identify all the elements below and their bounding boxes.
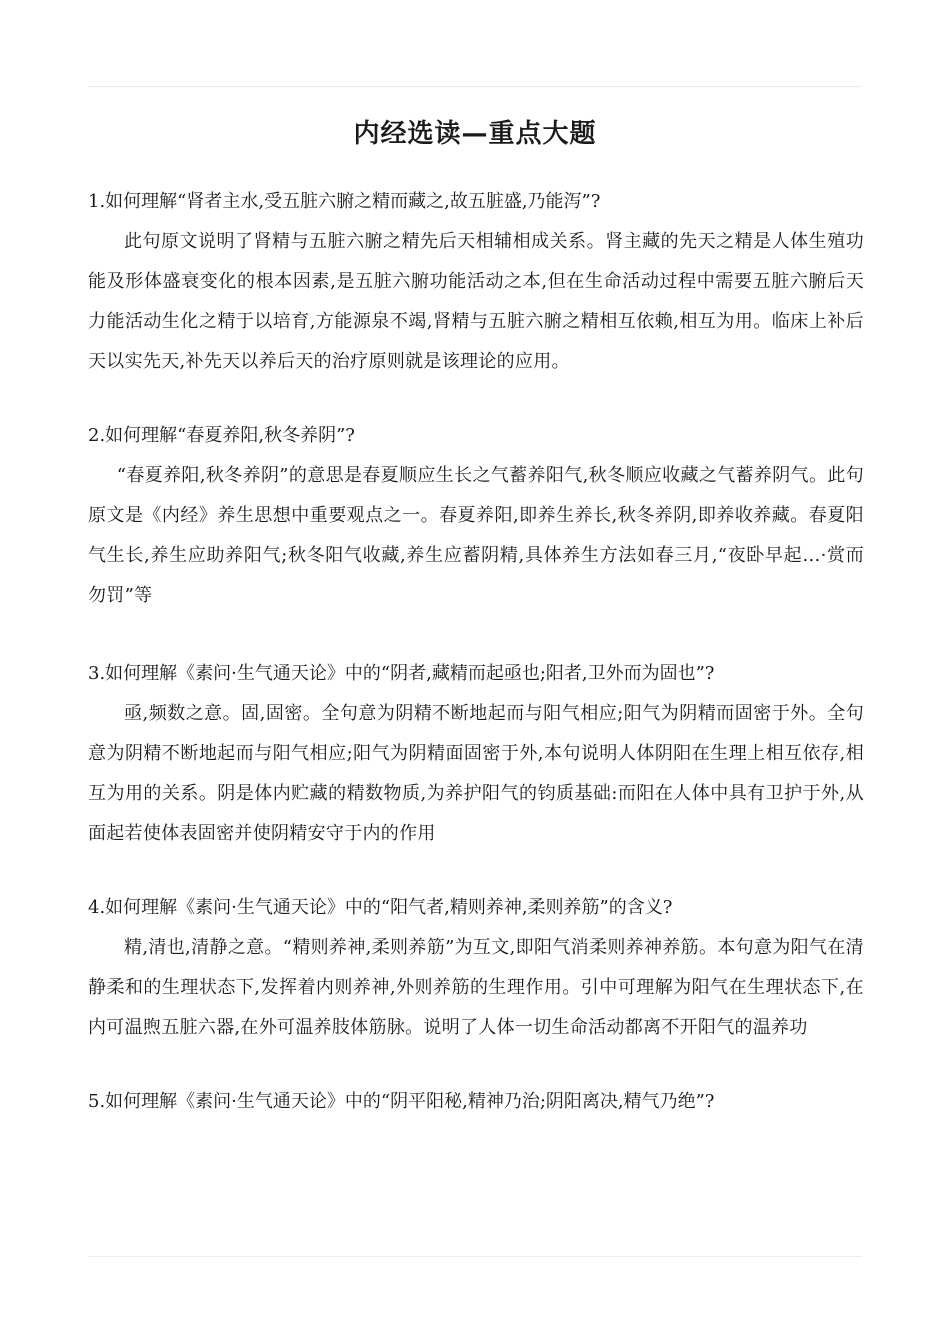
- page-title: 内经选读—重点大题: [353, 119, 597, 149]
- bottom-divider: [88, 1256, 862, 1257]
- qa-section-2: [88, 416, 864, 616]
- answer-4: 精,清也,清静之意。“精则养神,柔则养筋”为互文,即阳气消柔则养神养筋。本句意为阳气在清静柔和的生理状态下,发挥着内则养神,外则养筋的生理作用。引中可理解为阳气在生理状态下,在内可温煦五脏六器,在外可温养肢体筋脉。说明了人体一切生命活动都离不开阳气的温养功: [88, 937, 864, 1038]
- answer-2: “春夏养阳,秋冬养阴”的意思是春夏顺应生长之气蓄养阳气,秋冬顺应收藏之气蓄养阴气。此句原文是《内经》养生思想中重要观点之一。春夏养阳,即养生养长,秋冬养阴,即养收养藏。春夏阳气生长,养生应助养阳气;秋冬阳气收藏,养生应蓄阴精,具体养生方法如春三月,“夜卧早起…·赏而勿罚”等: [88, 465, 864, 606]
- question-1: 1.如何理解“肾者主水,受五脏六腑之精而藏之,故五脏盛,乃能泻”?: [88, 191, 601, 212]
- qa-section-3: [88, 654, 864, 854]
- question-4: 4.如何理解《素问·生气通天论》中的“阳气者,精则养神,柔则养筋”的含义?: [88, 897, 673, 918]
- answer-1: 此句原文说明了肾精与五脏六腑之精先后天相辅相成关系。肾主藏的先天之精是人体生殖功能及形体盛衰变化的根本因素,是五脏六腑功能活动之本,但在生命活动过程中需要五脏六腑后天力能活动生化之精于以培育,方能源泉不竭,肾精与五脏六腑之精相互依赖,相互为用。临床上补后天以实先天,补先天以养后天的治疗原则就是该理论的应用。: [88, 231, 864, 372]
- qa-section-1: [88, 182, 864, 382]
- answer-3: 亟,频数之意。固,固密。全句意为阴精不断地起而与阳气相应;阳气为阴精而固密于外。全句意为阴精不断地起而与阳气相应;阳气为阴精面固密于外,本句说明人体阴阳在生理上相互依存,相互为用的关系。阴是体内贮藏的精数物质,为养护阳气的钧质基础:而阳在人体中具有卫护于外,从面起若使体表固密并使阴精安守于内的作用: [88, 703, 864, 844]
- question-2: 2.如何理解“春夏养阳,秋冬养阴”?: [88, 425, 355, 446]
- qa-section-4: [88, 888, 864, 1048]
- question-3: 3.如何理解《素问·生气通天论》中的“阴者,藏精而起亟也;阳者,卫外而为固也”?: [88, 663, 715, 684]
- document-body: [88, 182, 864, 1152]
- question-5: 5.如何理解《素问·生气通天论》中的“阴平阳秘,精神乃治;阴阳离决,精气乃绝”?: [88, 1091, 715, 1112]
- qa-section-5: [88, 1082, 864, 1122]
- top-divider: [88, 86, 862, 87]
